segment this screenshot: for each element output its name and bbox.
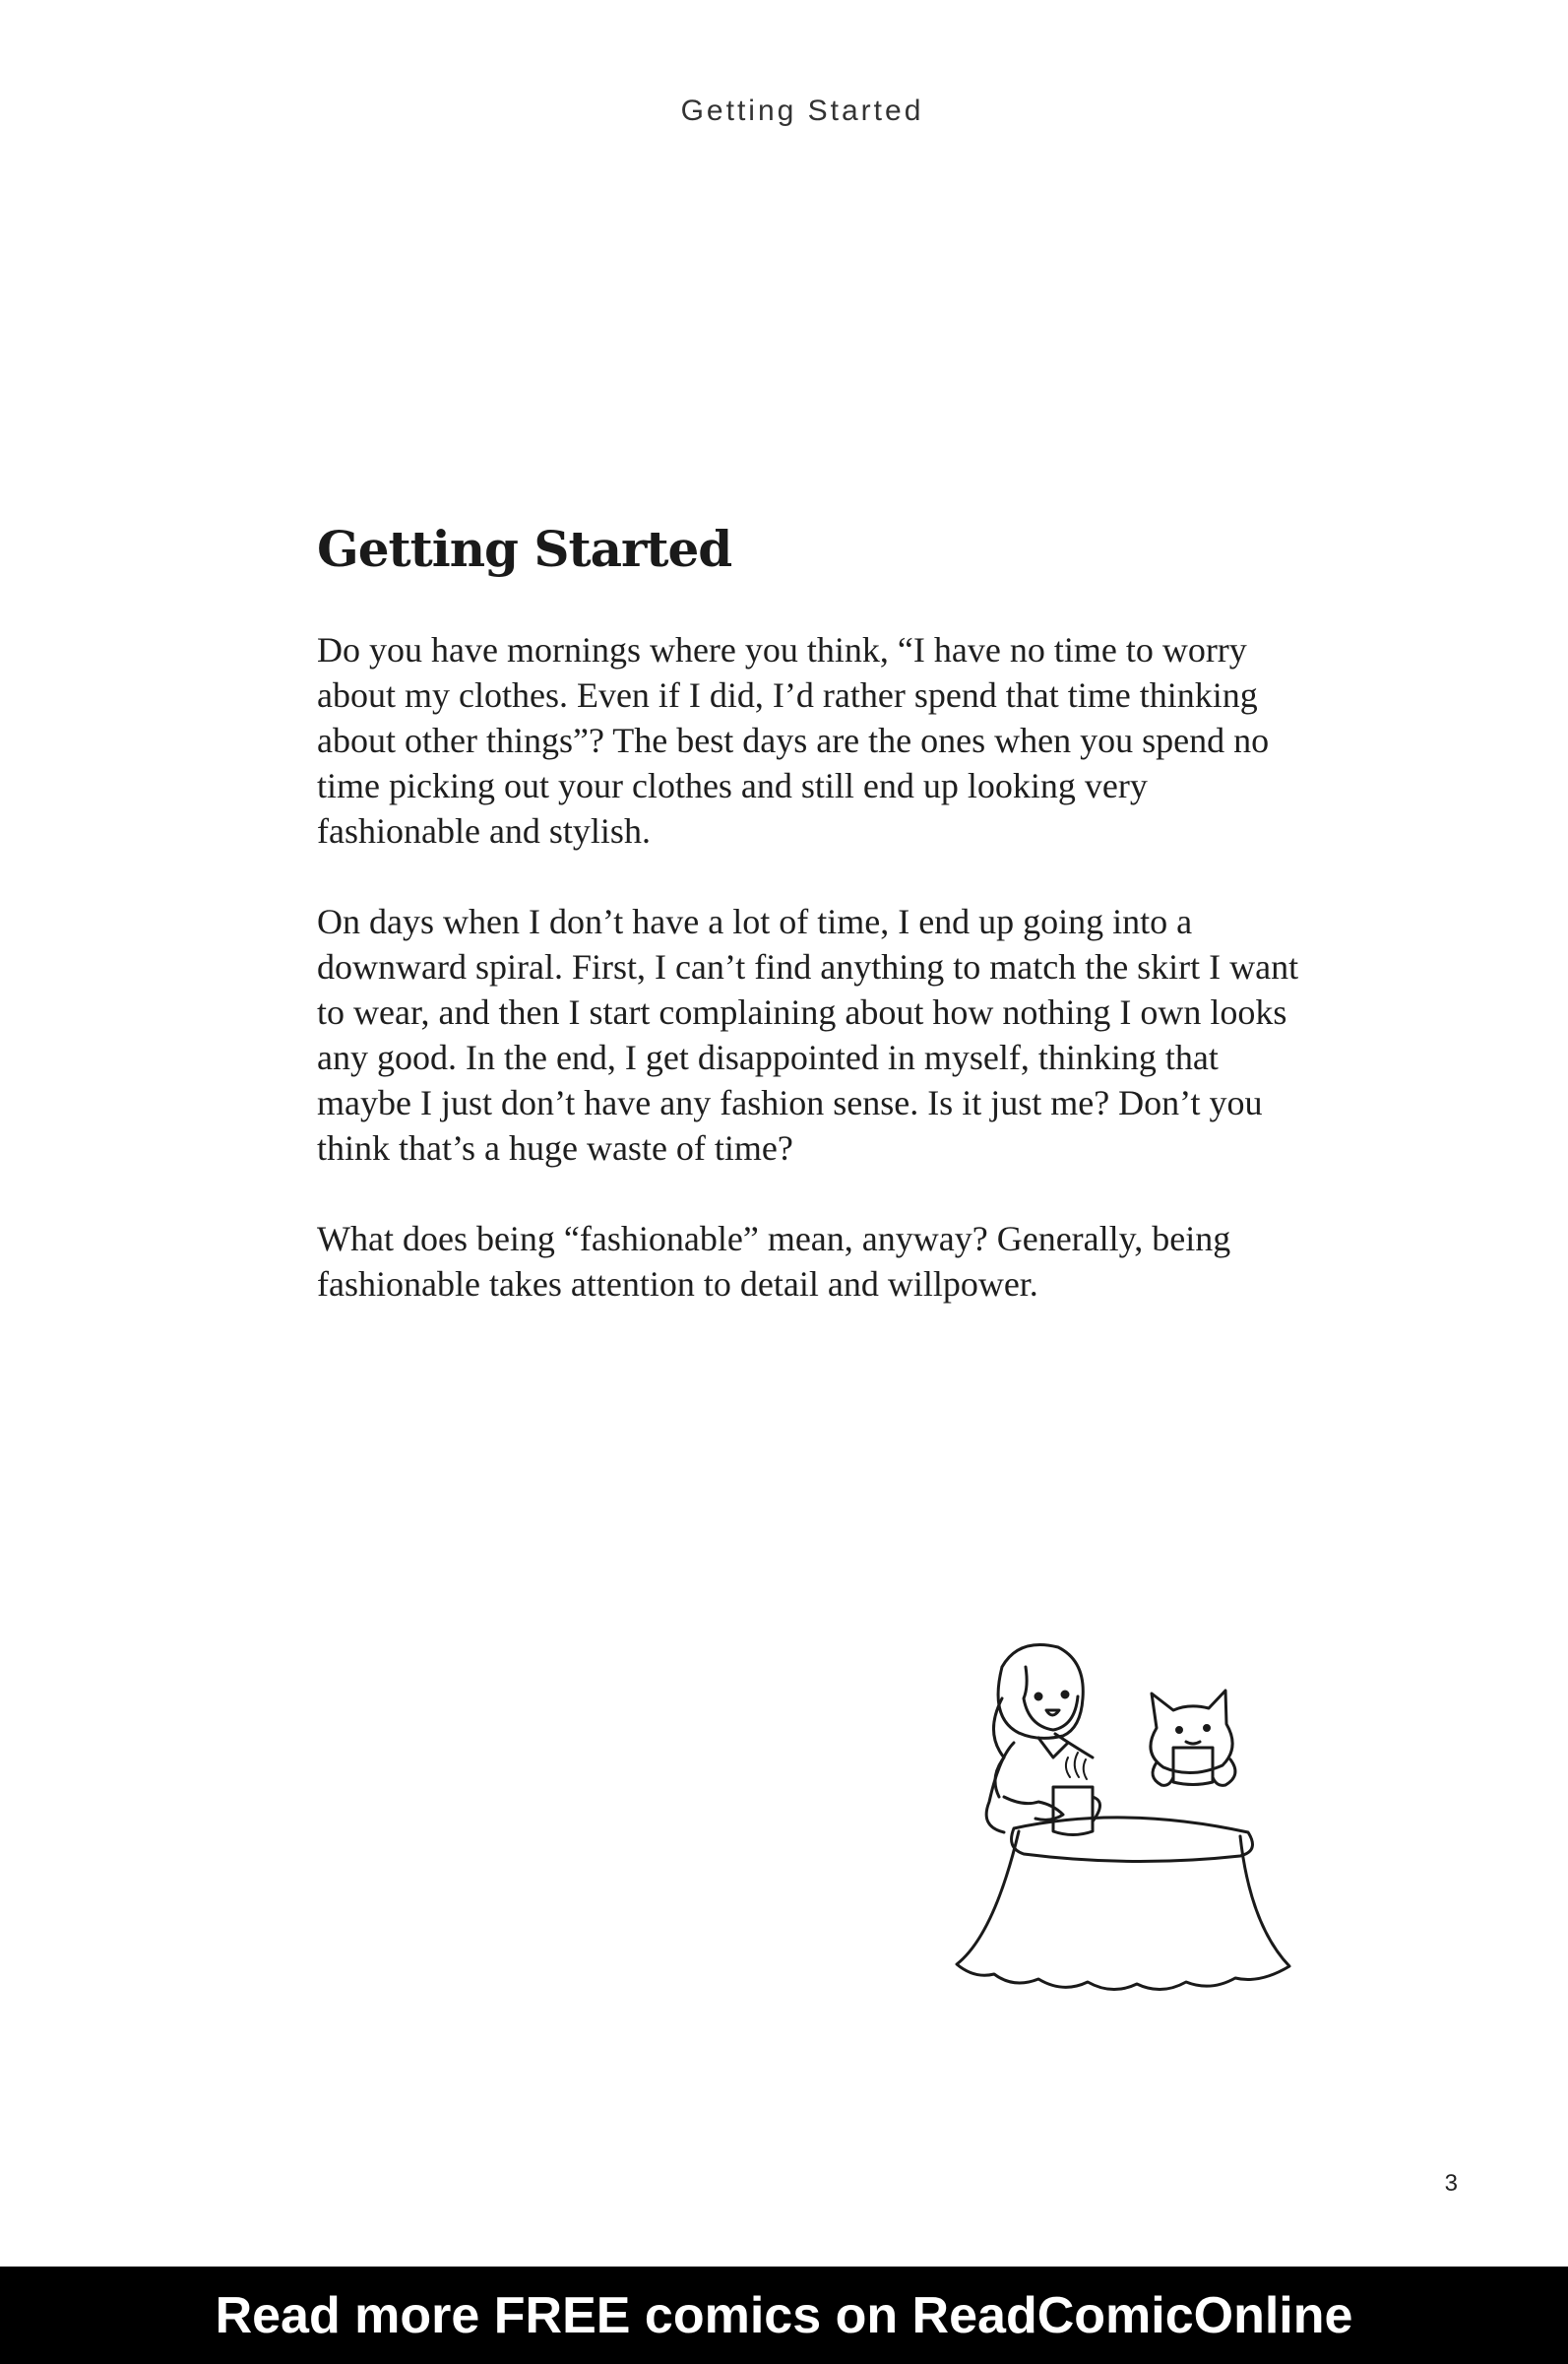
paragraph-1: Do you have mornings where you think, “I have no time to worry about my clothes. Even if I did, I’d rather spend that time thinking about other things”? The best days are the ones when you spend no time picking out your clothes and still end up looking very fashionable and stylish. (317, 630, 1270, 851)
chapter-title: Getting Started (317, 520, 732, 578)
promo-banner[interactable] (0, 2267, 1568, 2364)
girl-and-cat-at-table-illustration (945, 1639, 1314, 2013)
page-number: 3 (1444, 2170, 1458, 2197)
article (317, 520, 1311, 1352)
running-head: Getting Started (680, 95, 924, 127)
promo-banner-text[interactable]: Read more FREE comics on ReadComicOnline (215, 2286, 1353, 2344)
paragraph-2: On days when I don’t have a lot of time, I end up going into a downward spiral. First, I can’t find anything to match the skirt I want to wear, and then I start complaining about how nothing I own looks any good. In the end, I get disappointed in myself, thinking that maybe I just don’t have any fashion sense. Is it just me? Don’t you think that’s a huge waste of time? (317, 902, 1299, 1168)
paragraph-3: What does being “fashionable” mean, anyway? Generally, being fashionable takes attention to detail and willpower. (317, 1219, 1231, 1304)
